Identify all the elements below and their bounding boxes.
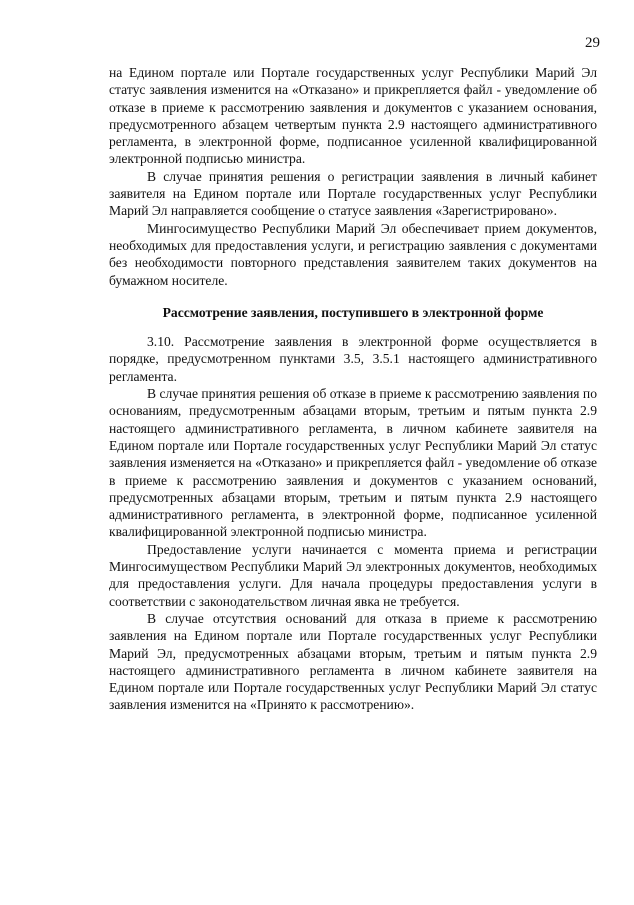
paragraph-document-acceptance: Мингосимущество Республики Марий Эл обеспечивает прием документов, необходимых для предоставления услуги, и регистрацию заявления с документами без необходимости повторного представления заявителем таких документов на бумажном носителе. (109, 220, 597, 288)
section-heading: Рассмотрение заявления, поступившего в электронной форме (162, 304, 544, 320)
paragraph-3-10: 3.10. Рассмотрение заявления в электронной форме осуществляется в порядке, предусмотренном пунктами 3.5, 3.5.1 настоящего административного регламента. (109, 334, 597, 384)
paragraph-refusal-case: В случае принятия решения об отказе в приеме к рассмотрению заявления по основаниям, предусмотренным абзацами вторым, третьим и пятым пункта 2.9 настоящего административного регламента, в личном кабинете заявителя на Едином портале или Портале государственных услуг Республики Марий Эл статус заявления изменяется на «Отказано» и прикрепляется файл - уведомление об отказе в приеме к рассмотрению заявления и документов с указанием оснований, предусмотренных абзацами вторым, третьим и пятым пункта 2.9 настоящего административного регламента, в электронной форме, подписанное усиленной квалифицированной электронной подписью министра. (109, 386, 597, 540)
paragraph-accepted-case: В случае отсутствия оснований для отказа в приеме к рассмотрению заявления на Едином портале или Портале государственных услуг Республики Марий Эл, предусмотренных абзацами вторым, третьим и пятым пункта 2.9 настоящего административного регламента в личном кабинете заявителя на Едином портале или Портале государственных услуг Республики Марий Эл статус заявления изменится на «Принято к рассмотрению». (109, 610, 597, 713)
paragraph-registration-status: В случае принятия решения о регистрации заявления в личный кабинет заявителя на Едином портале или Портале государственных услуг Республики Марий Эл направляется сообщение о статусе заявления «Зарегистрировано». (109, 168, 597, 219)
paragraph-continuation: на Едином портале или Портале государственных услуг Республики Марий Эл статус заявления изменится на «Отказано» и прикрепляется файл - уведомление об отказе в приеме к рассмотрению заявления и документов с указанием основания, предусмотренного абзацем четвертым пункта 2.9 настоящего административного регламента, в электронной форме, подписанное усиленной квалифицированной электронной подписью министра. (109, 65, 597, 167)
paragraph-service-start: Предоставление услуги начинается с момента приема и регистрации Мингосимуществом Республики Марий Эл электронных документов, необходимых для предоставления услуги. Для начала процедуры предоставления услуги в соответствии с законодательством личная явка не требуется. (109, 541, 597, 609)
page-number: 29 (585, 35, 600, 51)
document-body (109, 64, 597, 714)
